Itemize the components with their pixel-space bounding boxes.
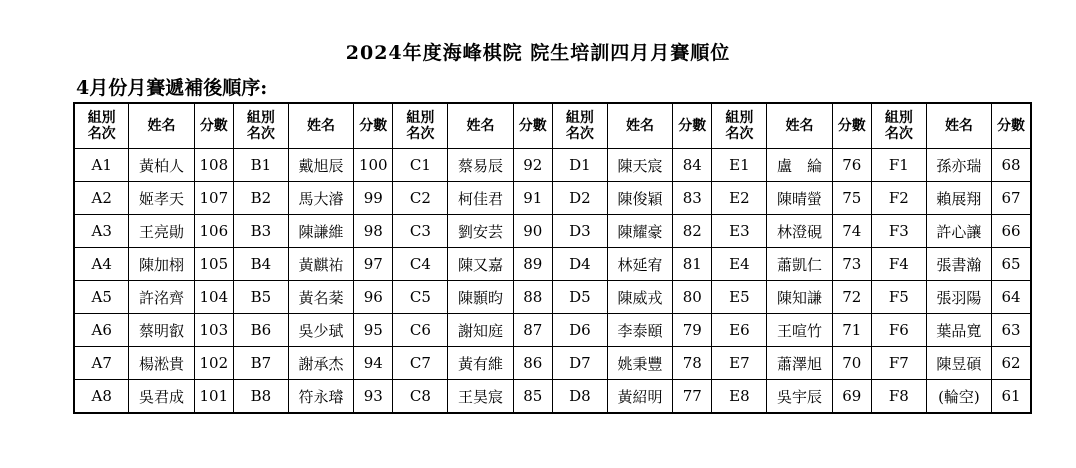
name-cell: 陳俊穎 xyxy=(607,182,672,215)
name-cell: 黃名棻 xyxy=(288,281,353,314)
name-cell: 馬大濬 xyxy=(288,182,353,215)
score-cell: 93 xyxy=(354,380,393,414)
name-cell: 戴旭辰 xyxy=(288,149,353,182)
header-group-rank: 組別 名次 xyxy=(712,103,767,149)
name-cell: 黃麒祐 xyxy=(288,248,353,281)
name-cell: 陳謙維 xyxy=(288,215,353,248)
score-cell: 84 xyxy=(673,149,712,182)
score-cell: 73 xyxy=(832,248,871,281)
header-name: 姓名 xyxy=(607,103,672,149)
score-cell: 96 xyxy=(354,281,393,314)
score-cell: 105 xyxy=(194,248,233,281)
header-score: 分數 xyxy=(354,103,393,149)
section-subtitle: 4月份月賽遞補後順序: xyxy=(76,77,268,99)
score-cell: 80 xyxy=(673,281,712,314)
name-cell: 孫亦瑞 xyxy=(926,149,991,182)
name-cell: 姬孝天 xyxy=(129,182,194,215)
rank-cell: D3 xyxy=(552,215,607,248)
name-cell: 黃有維 xyxy=(448,347,513,380)
score-cell: 107 xyxy=(194,182,233,215)
score-cell: 74 xyxy=(832,215,871,248)
rank-cell: F2 xyxy=(871,182,926,215)
score-cell: 70 xyxy=(832,347,871,380)
score-cell: 66 xyxy=(992,215,1031,248)
score-cell: 63 xyxy=(992,314,1031,347)
rank-cell: B1 xyxy=(233,149,288,182)
rank-cell: C3 xyxy=(393,215,448,248)
score-cell: 101 xyxy=(194,380,233,414)
rank-cell: C6 xyxy=(393,314,448,347)
rank-cell: F1 xyxy=(871,149,926,182)
score-cell: 90 xyxy=(513,215,552,248)
header-score: 分數 xyxy=(194,103,233,149)
name-cell: 謝知庭 xyxy=(448,314,513,347)
name-cell: 張書瀚 xyxy=(926,248,991,281)
score-cell: 88 xyxy=(513,281,552,314)
rank-cell: E1 xyxy=(712,149,767,182)
name-cell: 賴展翔 xyxy=(926,182,991,215)
header-name: 姓名 xyxy=(926,103,991,149)
rank-cell: D2 xyxy=(552,182,607,215)
name-cell: 王昊宸 xyxy=(448,380,513,414)
score-cell: 65 xyxy=(992,248,1031,281)
rank-cell: A2 xyxy=(74,182,129,215)
score-cell: 87 xyxy=(513,314,552,347)
name-cell: 蕭澤旭 xyxy=(767,347,832,380)
rank-cell: C8 xyxy=(393,380,448,414)
rank-cell: F4 xyxy=(871,248,926,281)
name-cell: 陳晴螢 xyxy=(767,182,832,215)
name-cell: 陳加栩 xyxy=(129,248,194,281)
name-cell: 王喧竹 xyxy=(767,314,832,347)
rank-cell: A8 xyxy=(74,380,129,414)
rank-cell: C5 xyxy=(393,281,448,314)
header-group-rank: 組別 名次 xyxy=(393,103,448,149)
score-cell: 89 xyxy=(513,248,552,281)
rank-cell: B6 xyxy=(233,314,288,347)
rank-cell: B4 xyxy=(233,248,288,281)
name-cell: 陳又嘉 xyxy=(448,248,513,281)
name-cell: 許心讓 xyxy=(926,215,991,248)
rank-cell: B8 xyxy=(233,380,288,414)
rank-cell: F3 xyxy=(871,215,926,248)
rank-cell: A3 xyxy=(74,215,129,248)
name-cell: 陳威戎 xyxy=(607,281,672,314)
name-cell: 陳天宸 xyxy=(607,149,672,182)
name-cell: 張羽陽 xyxy=(926,281,991,314)
name-cell: 吳宇辰 xyxy=(767,380,832,414)
name-cell: 柯佳君 xyxy=(448,182,513,215)
score-cell: 75 xyxy=(832,182,871,215)
score-cell: 95 xyxy=(354,314,393,347)
table-row xyxy=(74,281,1031,314)
name-cell: 蔡易辰 xyxy=(448,149,513,182)
rank-cell: B3 xyxy=(233,215,288,248)
header-group-rank: 組別 名次 xyxy=(74,103,129,149)
rank-cell: F7 xyxy=(871,347,926,380)
header-group-rank: 組別 名次 xyxy=(233,103,288,149)
header-score: 分數 xyxy=(992,103,1031,149)
name-cell: 蔡明叡 xyxy=(129,314,194,347)
name-cell: 林澄硯 xyxy=(767,215,832,248)
score-cell: 62 xyxy=(992,347,1031,380)
page-title: 2024年度海峰棋院 院生培訓四月月賽順位 xyxy=(345,42,731,64)
name-cell: 林延宥 xyxy=(607,248,672,281)
rank-cell: A6 xyxy=(74,314,129,347)
score-cell: 102 xyxy=(194,347,233,380)
name-cell: 黃柏人 xyxy=(129,149,194,182)
rank-cell: C4 xyxy=(393,248,448,281)
name-cell: 吳少珷 xyxy=(288,314,353,347)
header-score: 分數 xyxy=(832,103,871,149)
table-row xyxy=(74,149,1031,182)
ranking-table xyxy=(73,102,1032,414)
name-cell: 楊淞貴 xyxy=(129,347,194,380)
rank-cell: F6 xyxy=(871,314,926,347)
score-cell: 108 xyxy=(194,149,233,182)
rank-cell: D7 xyxy=(552,347,607,380)
rank-cell: D6 xyxy=(552,314,607,347)
header-group-rank: 組別 名次 xyxy=(552,103,607,149)
rank-cell: C2 xyxy=(393,182,448,215)
table-row xyxy=(74,347,1031,380)
rank-cell: E6 xyxy=(712,314,767,347)
score-cell: 67 xyxy=(992,182,1031,215)
table-body xyxy=(74,149,1031,414)
name-cell: 王亮勛 xyxy=(129,215,194,248)
score-cell: 97 xyxy=(354,248,393,281)
name-cell: 陳知謙 xyxy=(767,281,832,314)
score-cell: 76 xyxy=(832,149,871,182)
rank-cell: D8 xyxy=(552,380,607,414)
score-cell: 86 xyxy=(513,347,552,380)
score-cell: 94 xyxy=(354,347,393,380)
rank-cell: D1 xyxy=(552,149,607,182)
rank-cell: E5 xyxy=(712,281,767,314)
name-cell: 李泰頤 xyxy=(607,314,672,347)
score-cell: 98 xyxy=(354,215,393,248)
score-cell: 72 xyxy=(832,281,871,314)
header-row xyxy=(74,103,1031,149)
table-row xyxy=(74,380,1031,414)
rank-cell: E7 xyxy=(712,347,767,380)
score-cell: 104 xyxy=(194,281,233,314)
score-cell: 92 xyxy=(513,149,552,182)
rank-cell: E2 xyxy=(712,182,767,215)
name-cell: 盧 綸 xyxy=(767,149,832,182)
score-cell: 61 xyxy=(992,380,1031,414)
name-cell: 許洺齊 xyxy=(129,281,194,314)
score-cell: 78 xyxy=(673,347,712,380)
score-cell: 81 xyxy=(673,248,712,281)
name-cell: 符永璿 xyxy=(288,380,353,414)
name-cell: 謝承杰 xyxy=(288,347,353,380)
score-cell: 106 xyxy=(194,215,233,248)
name-cell: 陳耀豪 xyxy=(607,215,672,248)
rank-cell: B2 xyxy=(233,182,288,215)
header-score: 分數 xyxy=(513,103,552,149)
score-cell: 69 xyxy=(832,380,871,414)
table-row xyxy=(74,215,1031,248)
score-cell: 83 xyxy=(673,182,712,215)
rank-cell: B7 xyxy=(233,347,288,380)
rank-cell: A1 xyxy=(74,149,129,182)
score-cell: 85 xyxy=(513,380,552,414)
name-cell: (輪空) xyxy=(926,380,991,414)
name-cell: 黃紹明 xyxy=(607,380,672,414)
score-cell: 79 xyxy=(673,314,712,347)
header-name: 姓名 xyxy=(288,103,353,149)
score-cell: 100 xyxy=(354,149,393,182)
name-cell: 姚秉豐 xyxy=(607,347,672,380)
score-cell: 103 xyxy=(194,314,233,347)
table-row xyxy=(74,314,1031,347)
rank-cell: C1 xyxy=(393,149,448,182)
score-cell: 99 xyxy=(354,182,393,215)
rank-cell: C7 xyxy=(393,347,448,380)
header-name: 姓名 xyxy=(129,103,194,149)
rank-cell: F5 xyxy=(871,281,926,314)
rank-cell: A4 xyxy=(74,248,129,281)
score-cell: 64 xyxy=(992,281,1031,314)
rank-cell: E3 xyxy=(712,215,767,248)
rank-cell: E4 xyxy=(712,248,767,281)
name-cell: 蕭凱仁 xyxy=(767,248,832,281)
header-name: 姓名 xyxy=(767,103,832,149)
table-row xyxy=(74,248,1031,281)
table-row xyxy=(74,182,1031,215)
header-group-rank: 組別 名次 xyxy=(871,103,926,149)
score-cell: 91 xyxy=(513,182,552,215)
header-score: 分數 xyxy=(673,103,712,149)
rank-cell: F8 xyxy=(871,380,926,414)
rank-cell: A7 xyxy=(74,347,129,380)
name-cell: 陳昱碩 xyxy=(926,347,991,380)
score-cell: 68 xyxy=(992,149,1031,182)
score-cell: 71 xyxy=(832,314,871,347)
rank-cell: B5 xyxy=(233,281,288,314)
name-cell: 吳君成 xyxy=(129,380,194,414)
score-cell: 82 xyxy=(673,215,712,248)
rank-cell: A5 xyxy=(74,281,129,314)
rank-cell: D4 xyxy=(552,248,607,281)
name-cell: 葉品寬 xyxy=(926,314,991,347)
rank-cell: D5 xyxy=(552,281,607,314)
rank-cell: E8 xyxy=(712,380,767,414)
header-name: 姓名 xyxy=(448,103,513,149)
score-cell: 77 xyxy=(673,380,712,414)
name-cell: 陳顥昀 xyxy=(448,281,513,314)
name-cell: 劉安芸 xyxy=(448,215,513,248)
